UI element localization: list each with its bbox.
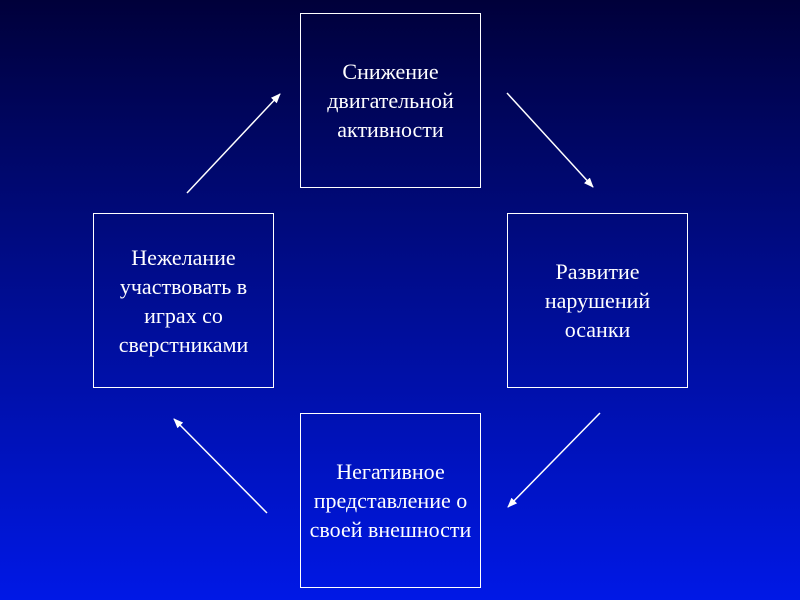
node-label: Развитие нарушений осанки (544, 259, 651, 342)
arrow-top-to-right (507, 93, 593, 187)
node-label: Негативное представление о своей внешности (309, 459, 472, 542)
node-posture-disorders (507, 213, 688, 388)
node-unwillingness-to-play (93, 213, 274, 388)
node-label: Снижение двигательной активности (327, 59, 454, 142)
arrow-bottom-to-left (174, 419, 267, 513)
node-reduced-motor-activity (300, 13, 481, 188)
arrow-right-to-bottom (508, 413, 600, 507)
node-negative-self-image (300, 413, 481, 588)
arrow-left-to-top (187, 94, 280, 193)
node-label: Нежелание участвовать в играх со сверстниками (118, 244, 249, 357)
